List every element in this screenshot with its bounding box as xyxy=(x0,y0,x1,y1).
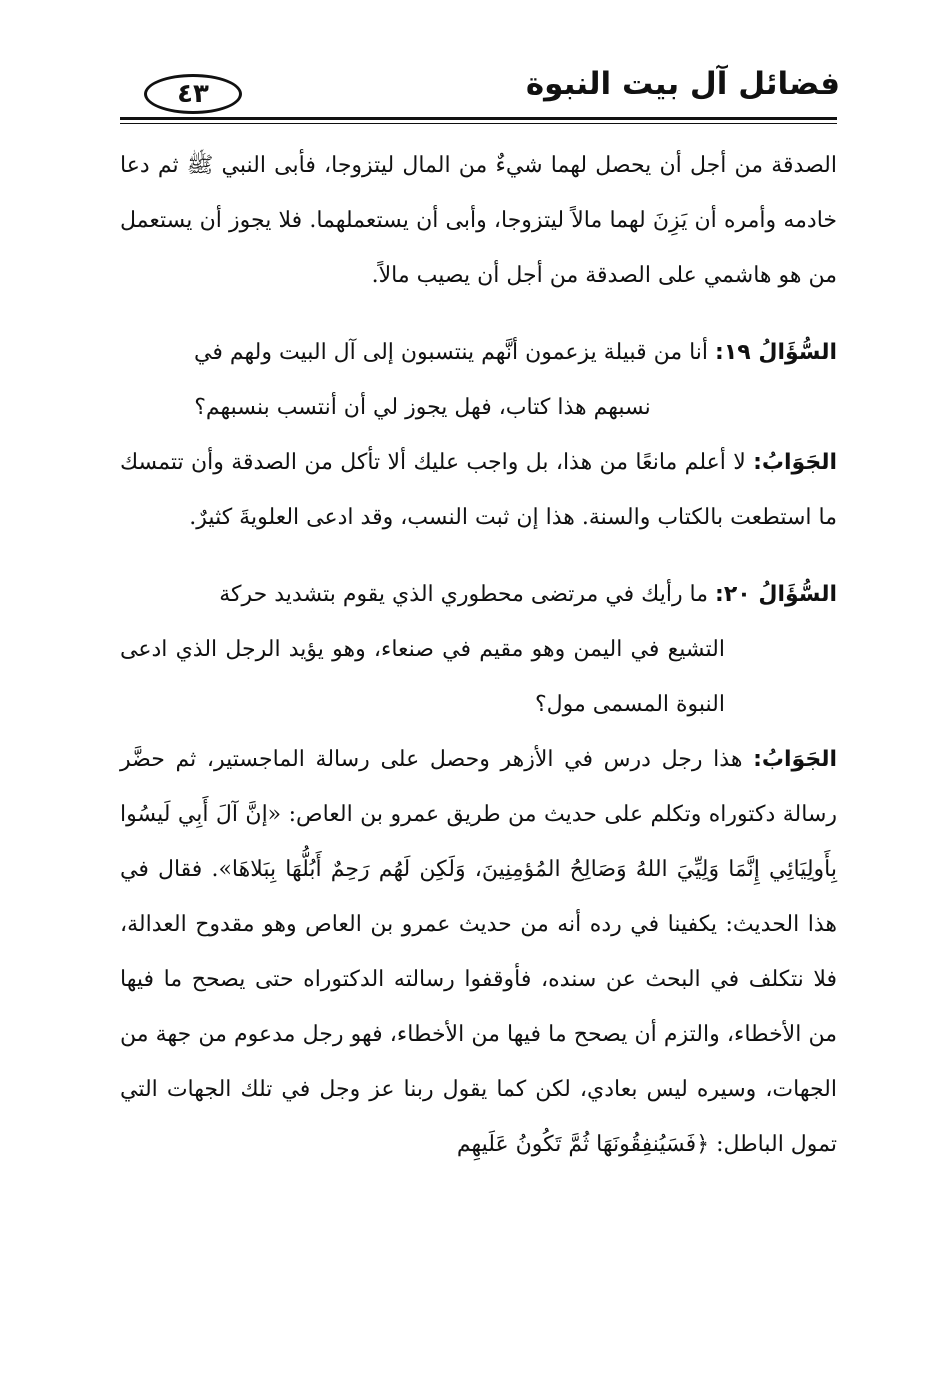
answer-19-text: لا أعلم مانعًا من هذا، بل واجب عليك ألا تأكل من الصدقة وأن تتمسك ما استطعت بالكتاب والسنة. هذا إن ثبت النسب، وقد ادعى العلويةَ كثيرٌ. xyxy=(120,450,837,530)
header-rule-thick xyxy=(120,117,837,120)
paragraph-1: الصدقة من أجل أن يحصل لهما شيءٌ من المال ليتزوجا، فأبى النبي ﷺ ثم دعا خادمه وأمره أن يَزِنَ لهما مالاً ليتزوجا، وأبى أن يستعملهما. فلا يجوز أن يستعمل من هو هاشمي على الصدقة من أجل أن يصيب مالاً. xyxy=(120,153,837,288)
page-number: ٤٣ xyxy=(144,74,242,114)
book-title: فضائل آل بيت النبوة xyxy=(525,66,840,102)
answer-20-text: هذا رجل درس في الأزهر وحصل على رسالة الماجستير، ثم حضَّر رسالة دكتوراه وتكلم على حديث من طريق عمرو بن العاص: «إنَّ آلَ أَبِي لَيسُوا بِأَولِيَائِي إِنَّمَا وَلِيِّيَ اللهُ وَصَالِحُ المُؤمِنِينَ، وَلَكِن لَهُم رَحِمٌ أَبُلُّهَا بِبَلاهَا». فقال في هذا الحديث: يكفينا في رده أنه من حديث عمرو بن العاص وهو مقدوح العدالة، فلا نتكلف في البحث عن سنده، فأوقفوا رسالته الدكتوراه حتى يصحح ما فيها من الأخطاء، والتزم أن يصحح ما فيها من الأخطاء، فهو رجل مدعوم من جهة من الجهات، وسيره ليس بعادي، لكن كما يقول ربنا عز وجل في تلك الجهات التي تمول الباطل: ﴿فَسَيُنفِقُونَهَا ثُمَّ تَكُونُ عَلَيهِم xyxy=(120,747,837,1157)
answer-19-label: الجَوَابُ: xyxy=(753,450,837,475)
answer-20 xyxy=(120,732,837,1172)
question-19-line-1: أنا من قبيلة يزعمون أنَّهم ينتسبون إلى آل البيت ولهم في xyxy=(194,340,709,365)
header-rule-thin xyxy=(120,123,837,124)
question-19 xyxy=(120,325,837,435)
page-header xyxy=(120,62,840,122)
question-20-line-1: ما رأيك في مرتضى محطوري الذي يقوم بتشديد حركة xyxy=(219,582,709,607)
question-19-line-2: نسبهم هذا كتاب، فهل يجوز لي أن أنتسب بنسبهم؟ xyxy=(194,395,651,420)
answer-20-label: الجَوَابُ: xyxy=(753,747,838,772)
question-20 xyxy=(120,567,837,732)
answer-19 xyxy=(120,435,837,545)
question-20-line-2: التشيع في اليمن وهو مقيم في صنعاء، وهو يؤيد الرجل الذي ادعى النبوة المسمى مول؟ xyxy=(120,637,725,717)
question-20-label: السُّؤَالُ ٢٠: xyxy=(715,582,837,607)
page-body xyxy=(120,138,837,1172)
question-19-label: السُّؤَالُ ١٩: xyxy=(715,340,837,365)
